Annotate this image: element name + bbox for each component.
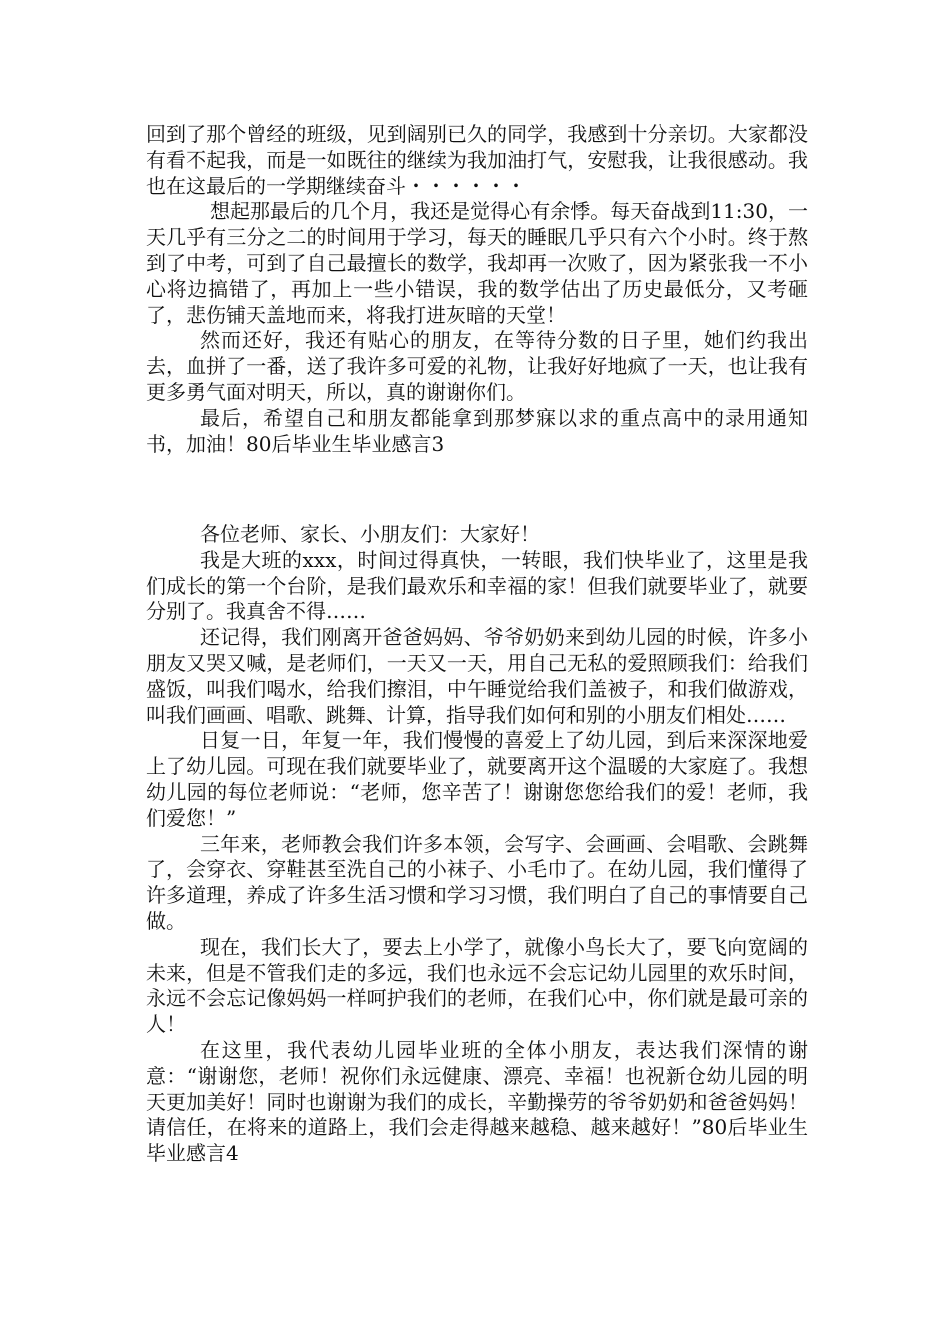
section-one	[146, 122, 808, 457]
paragraph-last-months: 想起那最后的几个月，我还是觉得心有余悸。每天奋战到11:30，一天几乎有三分之二的时间用于学习，每天的睡眠几乎只有六个小时。终于熬到了中考，可到了自己最擅长的数学，我却再一次败了，因为紧张我一不小心将边搞错了，再加上一些小错误，我的数学估出了历史最低分，又考砸了，悲伤铺天盖地而来，将我打进灰暗的天堂！	[146, 199, 808, 327]
paragraph-growing-up: 现在，我们长大了，要去上小学了，就像小鸟长大了，要飞向宽阔的未来，但是不管我们走的多远，我们也永远不会忘记幼儿园里的欢乐时间，永远不会忘记像妈妈一样呵护我们的老师，在我们心中，你们就是最可亲的人！	[146, 934, 808, 1037]
paragraph-skills-learned: 三年来，老师教会我们许多本领，会写字、会画画、会唱歌、会跳舞了，会穿衣、穿鞋甚至洗自己的小袜子、小毛巾了。在幼儿园，我们懂得了许多道理，养成了许多生活习惯和学习习惯，我们明白了自己的事情要自己做。	[146, 831, 808, 933]
paragraph-friends: 然而还好，我还有贴心的朋友，在等待分数的日子里，她们约我出去，血拼了一番，送了我许多可爱的礼物，让我好好地疯了一天，也让我有更多勇气面对明天，所以，真的谢谢你们。	[146, 328, 808, 404]
section-two	[146, 522, 808, 1167]
paragraph-memories: 还记得，我们刚离开爸爸妈妈、爷爷奶奶来到幼儿园的时候，许多小朋友又哭又喊，是老师们，一天又一天，用自己无私的爱照顾我们：给我们盛饭，叫我们喝水，给我们擦泪，中午睡觉给我们盖被子，和我们做游戏，叫我们画画、唱歌、跳舞、计算，指导我们如何和别的小朋友们相处……	[146, 625, 808, 727]
paragraph-final-wish: 最后，希望自己和朋友都能拿到那梦寐以求的重点高中的录用通知书，加油！80后毕业生毕业感言3	[146, 405, 808, 456]
paragraph-love-kindergarten: 日复一日，年复一年，我们慢慢的喜爱上了幼儿园，到后来深深地爱上了幼儿园。可现在我们就要毕业了，就要离开这个温暖的大家庭了。我想幼儿园的每位老师说：“老师，您辛苦了！谢谢您您给我们的爱！老师，我们爱您！”	[146, 728, 808, 830]
paragraph-thanks: 在这里，我代表幼儿园毕业班的全体小朋友，表达我们深情的谢意：“谢谢您，老师！祝你们永远健康、漂亮、幸福！也祝新仓幼儿园的明天更加美好！同时也谢谢为我们的成长，辛勤操劳的爷爷奶奶和爸爸妈妈！请信任，在将来的道路上，我们会走得越来越稳、越来越好！”80后毕业生毕业感言4	[146, 1037, 808, 1166]
paragraph-introduction: 我是大班的xxx，时间过得真快，一转眼，我们快毕业了，这里是我们成长的第一个台阶，是我们最欢乐和幸福的家！但我们就要毕业了，就要分别了。我真舍不得……	[146, 547, 808, 624]
paragraph-greeting: 各位老师、家长、小朋友们：大家好！	[200, 522, 540, 546]
paragraph-return-to-class: 回到了那个曾经的班级，见到阔别已久的同学，我感到十分亲切。大家都没有看不起我，而是一如既往的继续为我加油打气，安慰我，让我很感动。我也在这最后的一学期继续奋斗・・・・・・	[146, 122, 808, 198]
